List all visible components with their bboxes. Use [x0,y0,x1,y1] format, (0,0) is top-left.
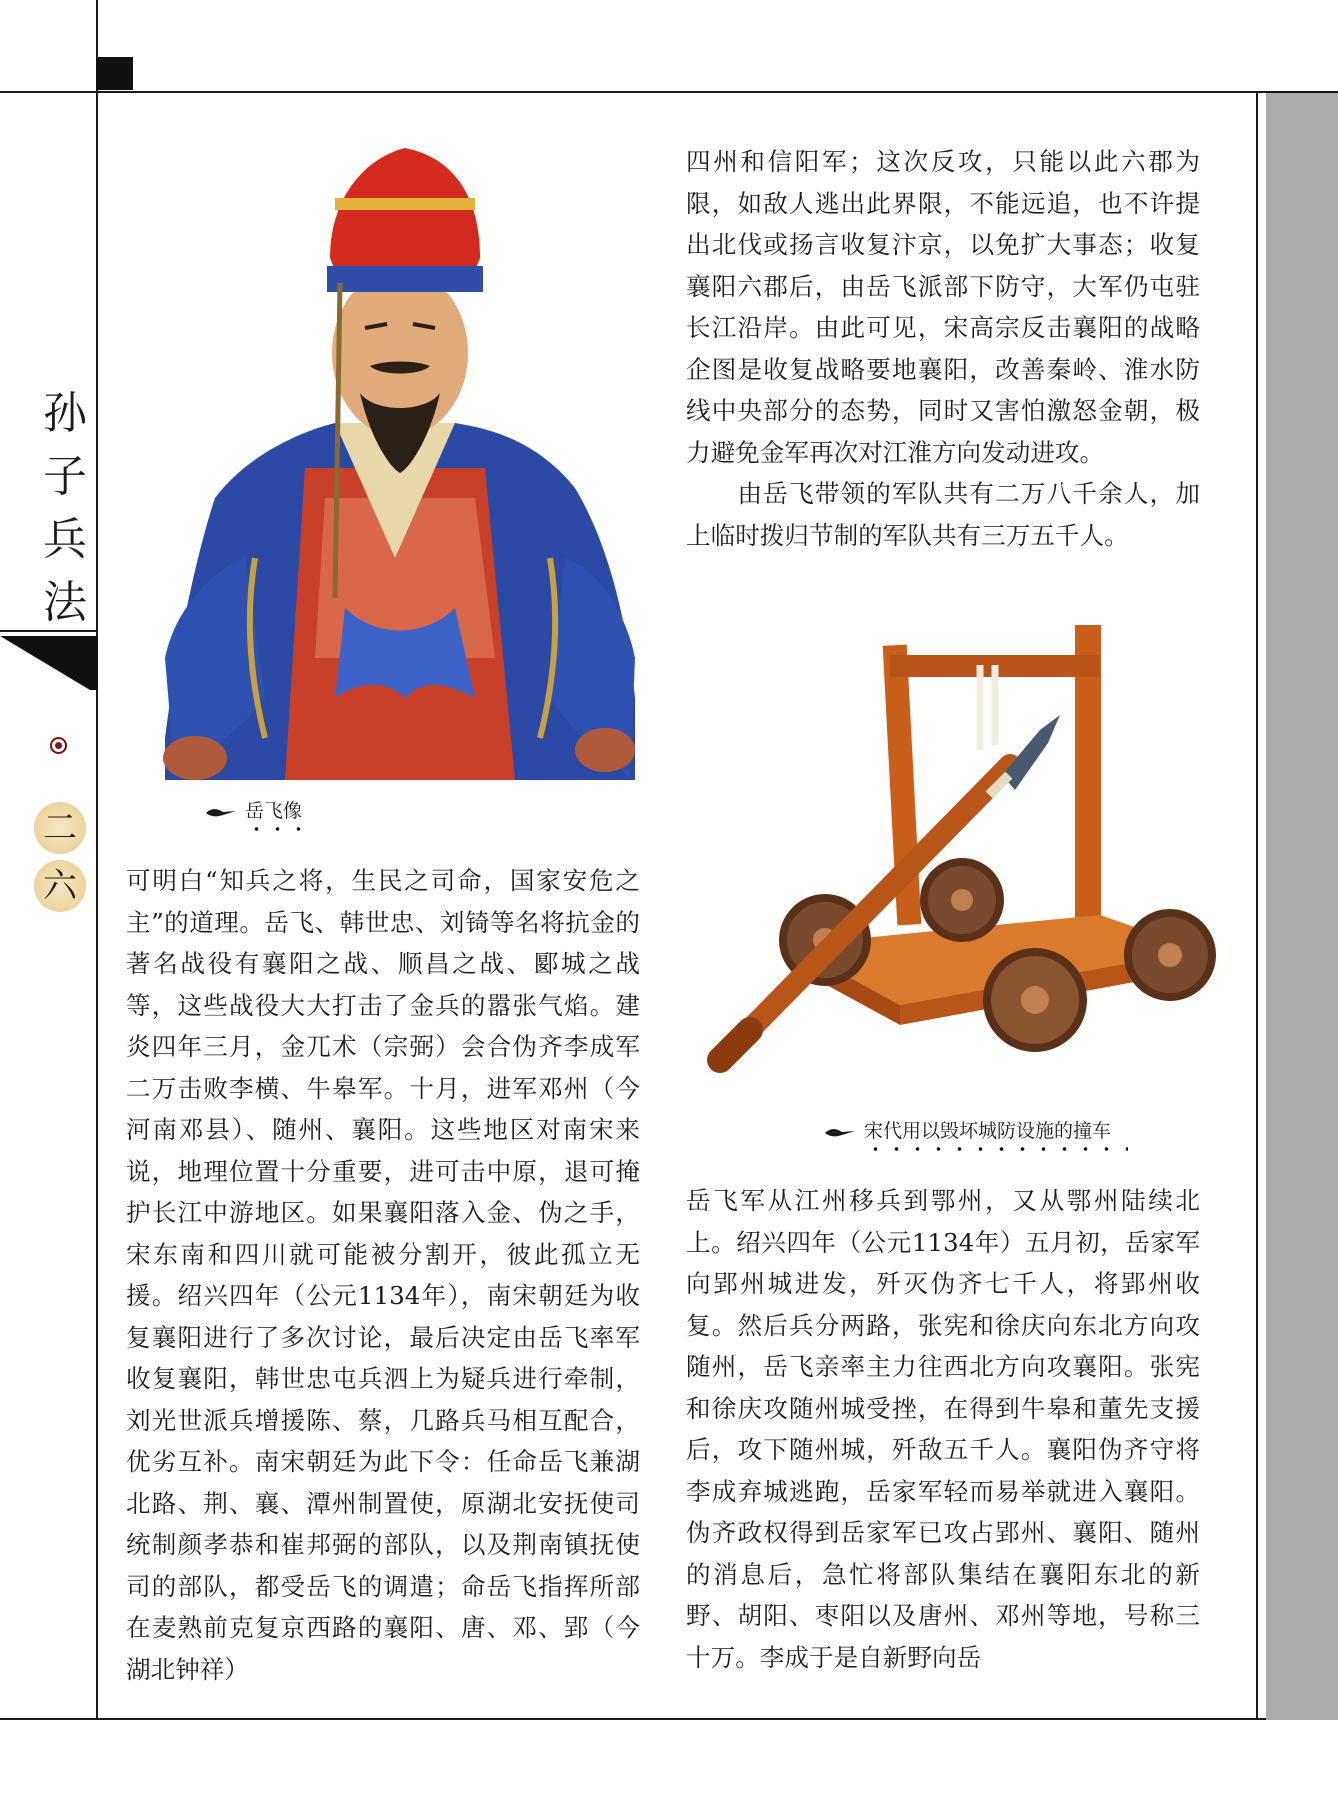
frame-top-rule [0,91,1338,93]
right-edge-bar [1266,93,1338,1720]
page-number-digit [34,802,86,854]
frame-right-rule [1256,91,1258,1720]
yue-fei-portrait [155,138,645,780]
corner-block [96,57,133,90]
paragraph: 四州和信阳军；这次反攻，只能以此六郡为限，如敌人逃出此界限，不能远追，也不许提出北伐或扬言收复汴京，以免扩大事态；收复襄阳六郡后，由岳飞派部下防守，大军仍屯驻长江沿岸。由此可见，宋高宗反击襄阳的战略企图是收复战略要地襄阳，改善秦岭、淮水防线中央部分的态势，同时又害怕激怒金朝，极力避免金军再次对江淮方向发动进攻。 [686,147,1200,467]
page-number-digit [34,860,86,912]
paragraph: 由岳飞带领的军队共有二万八千余人，加上临时拨归节制的军队共有三万五千人。 [686,479,1200,550]
emphasis-dots [241,826,301,832]
book-title-char: 兵 [43,514,87,565]
frame-bottom-rule [0,1718,1338,1720]
portrait-caption [205,798,301,828]
page-number-char: 六 [43,866,77,906]
book-title-vertical [30,382,100,634]
book-title-char: 法 [43,577,87,628]
portrait-illustration [155,138,645,780]
sidebar-tab-shape [0,632,98,690]
book-title-char: 孙 [43,388,87,439]
book-title-char: 子 [43,451,87,502]
ram-cart-image [680,615,1240,1120]
page-number-char: 二 [43,808,77,848]
right-column-top [686,141,1200,556]
frame-left-rule [96,0,98,1720]
portrait-caption-text: 岳飞像 [245,800,303,822]
ram-cart-illustration [680,615,1240,1120]
section-marker-icon [50,737,67,754]
ram-cart-caption-text: 宋代用以毁坏城防设施的撞车 [864,1120,1112,1142]
brush-stroke-icon [824,1126,856,1138]
brush-stroke-icon [205,806,237,818]
emphasis-dots [860,1146,1128,1152]
left-column-text: 可明白“知兵之将，生民之司命，国家安危之主”的道理。岳飞、韩世忠、刘锜等名将抗金的著名战役有襄阳之战、顺昌之战、郾城之战等，这些战役大大打击了金兵的嚣张气焰。建炎四年三月，金兀术（宗弼）会合伪齐李成军二万击败李横、牛皋军。十月，进军邓州（今河南邓县）、随州、襄阳。这些地区对南宋来说，地理位置十分重要，进可击中原，退可掩护长江中游地区。如果襄阳落入金、伪之手，宋东南和四川就可能被分割开，彼此孤立无援。绍兴四年（公元1134年），南宋朝廷为收复襄阳进行了多次讨论，最后决定由岳飞率军收复襄阳，韩世忠屯兵泗上为疑兵进行牵制，刘光世派兵增援陈、蔡，几路兵马相互配合，优劣互补。南宋朝廷为此下令：任命岳飞兼湖北路、荆、襄、潭州制置使，原湖北安抚使司统制颜孝恭和崔邦弼的部队，以及荆南镇抚使司的部队，都受岳飞的调遣；命岳飞指挥所部在麦熟前克复京西路的襄阳、唐、邓、郢（今湖北钟祥） [126,866,640,1684]
ram-cart-caption [824,1118,1128,1148]
right-column-bottom-text: 岳飞军从江州移兵到鄂州，又从鄂州陆续北上。绍兴四年（公元1134年）五月初，岳家军向郢州城进发，歼灭伪齐七千人，将郢州收复。然后兵分两路，张宪和徐庆向东北方向攻随州，岳飞亲率主力往西北方向攻襄阳。张宪和徐庆攻随州城受挫，在得到牛皋和董先支援后，攻下随州城，歼敌五千人。襄阳伪齐守将李成弃城逃跑，岳家军轻而易举就进入襄阳。伪齐政权得到岳家军已攻占郢州、襄阳、随州的消息后，急忙将部队集结在襄阳东北的新野、胡阳、枣阳以及唐州、邓州等地，号称三十万。李成于是自新野向岳 [686,1186,1200,1672]
